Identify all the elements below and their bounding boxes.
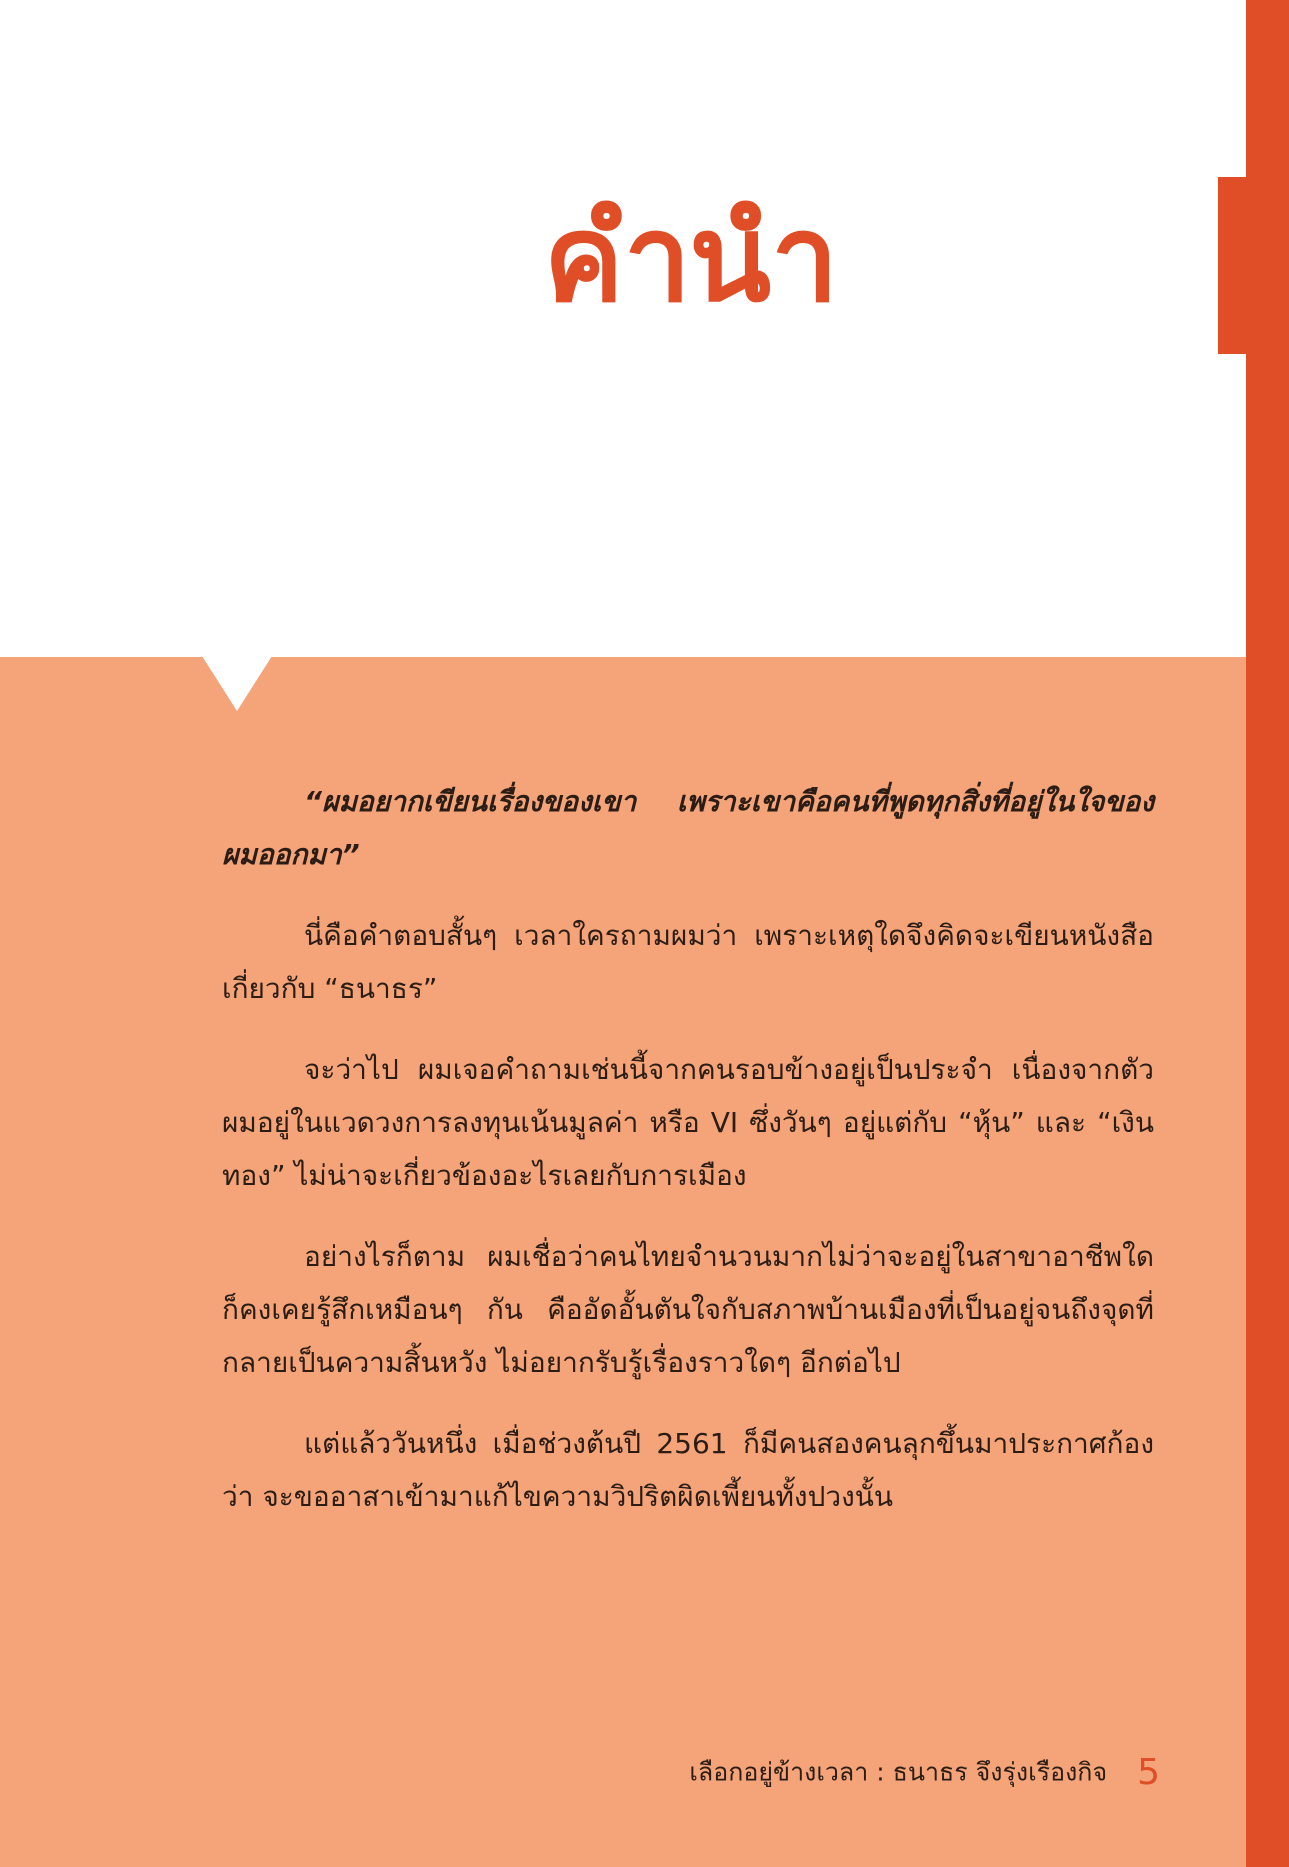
paragraph: อย่างไรก็ตาม ผมเชื่อว่าคนไทยจำนวนมากไม่ว่าจะอยู่ในสาขาอาชีพใด ก็คงเคยรู้สึกเหมือนๆ กัน คืออัดอั้นตันใจกับสภาพบ้านเมืองที่เป็นอยู่จนถึงจุดที่กลายเป็นความสิ้นหวัง ไม่อยากรับรู้เรื่องราวใดๆ อีกต่อไป bbox=[222, 1240, 1154, 1379]
paragraph: จะว่าไป ผมเจอคำถามเช่นนี้จากคนรอบข้างอยู่เป็นประจำ เนื่องจากตัวผมอยู่ในแวดวงการลงทุนเน้นมูลค่า หรือ VI ซึ่งวันๆ อยู่แต่กับ “หุ้น” และ “เงินทอง” ไม่น่าจะเกี่ยวข้องอะไรเลยกับการเมือง bbox=[222, 1053, 1154, 1192]
opening-quote: “ผมอยากเขียนเรื่องของเขา เพราะเขาคือคนที่พูดทุกสิ่งที่อยู่ในใจของผมออกมา” bbox=[222, 785, 1154, 871]
running-title: เลือกอยู่ข้างเวลา : ธนาธร จึงรุ่งเรืองกิจ bbox=[689, 1757, 1108, 1787]
panel-notch bbox=[202, 656, 272, 711]
page-footer bbox=[600, 1752, 1160, 1802]
body-text bbox=[222, 775, 1154, 1551]
page-title: คำนำ bbox=[543, 190, 837, 329]
paragraph: แต่แล้ววันหนึ่ง เมื่อช่วงต้นปี 2561 ก็มีคนสองคนลุกขึ้นมาประกาศก้องว่า จะขออาสาเข้ามาแก้ไขความวิปริตผิดเพี้ยนทั้งปวงนั้น bbox=[222, 1427, 1154, 1513]
paragraph: นี่คือคำตอบสั้นๆ เวลาใครถามผมว่า เพราะเหตุใดจึงคิดจะเขียนหนังสือเกี่ยวกับ “ธนาธร” bbox=[222, 919, 1154, 1005]
page-number: 5 bbox=[1137, 1752, 1160, 1793]
